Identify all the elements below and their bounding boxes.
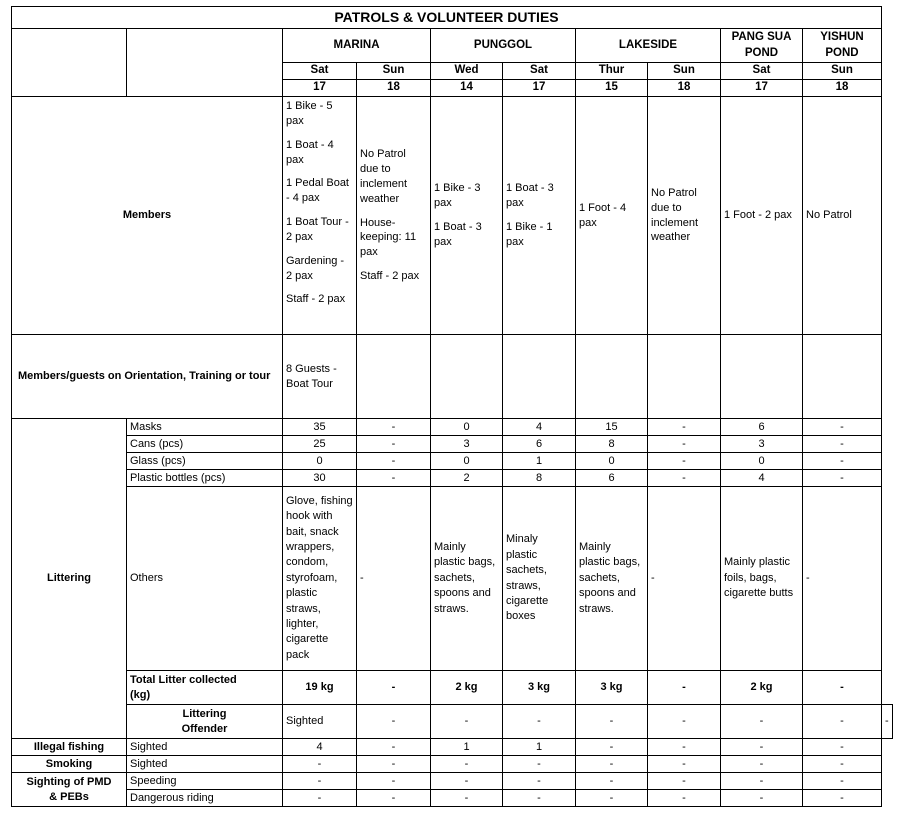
offender-value: - <box>357 705 431 739</box>
col-day: Wed <box>431 63 503 80</box>
col-date: 17 <box>283 80 357 97</box>
speeding-value: - <box>648 773 721 790</box>
dangerous-value: - <box>503 790 576 807</box>
offender-value: - <box>721 705 803 739</box>
masks-value: 4 <box>503 419 576 436</box>
row-label-littering: Littering <box>12 419 127 739</box>
masks-value: - <box>357 419 431 436</box>
col-day: Sun <box>803 63 882 80</box>
bottles-value: 30 <box>283 470 357 487</box>
glass-value: 0 <box>283 453 357 470</box>
list-item: 1 Bike - 3 pax <box>434 182 481 210</box>
total-value: 3 kg <box>576 671 648 705</box>
speeding-value: - <box>503 773 576 790</box>
glass-value: 0 <box>431 453 503 470</box>
header-blank-left <box>12 29 127 97</box>
cans-value: 25 <box>283 436 357 453</box>
glass-value: 0 <box>576 453 648 470</box>
orientation-empty <box>803 335 882 419</box>
col-day: Sat <box>503 63 576 80</box>
masks-value: 15 <box>576 419 648 436</box>
list-item: 1 Boat Tour - 2 pax <box>286 216 349 243</box>
total-value: 19 kg <box>283 671 357 705</box>
fishing-value: - <box>357 739 431 756</box>
bottles-value: 2 <box>431 470 503 487</box>
row-label-littering-offender <box>127 705 283 739</box>
orientation-empty <box>648 335 721 419</box>
sub-label-cans: Cans (pcs) <box>127 436 283 453</box>
bottles-value: 4 <box>721 470 803 487</box>
speeding-value: - <box>803 773 882 790</box>
smoking-value: - <box>721 756 803 773</box>
sub-label-sighted: Sighted <box>127 739 283 756</box>
others-punggol-sat: Minaly plastic sachets, straws, cigarette boxes <box>503 487 576 671</box>
dangerous-value: - <box>721 790 803 807</box>
glass-value: 0 <box>721 453 803 470</box>
total-label-line2: (kg) <box>130 688 151 701</box>
bottles-value: - <box>648 470 721 487</box>
row-label-orientation: Members/guests on Orientation, Training or tour <box>12 335 283 419</box>
smoking-value: - <box>803 756 882 773</box>
members-lakeside-thur: 1 Foot - 4 pax <box>576 97 648 335</box>
others-pangsua-sat: Mainly plastic foils, bags, cigarette butts <box>721 487 803 671</box>
dangerous-value: - <box>576 790 648 807</box>
cans-value: - <box>357 436 431 453</box>
fishing-value: - <box>721 739 803 756</box>
location-lakeside: LAKESIDE <box>576 29 721 63</box>
others-lakeside-sun: - <box>648 487 721 671</box>
sub-label-total <box>127 671 283 705</box>
cans-value: 3 <box>721 436 803 453</box>
speeding-value: - <box>576 773 648 790</box>
location-yishun-pond <box>803 29 882 63</box>
smoking-value: - <box>357 756 431 773</box>
speeding-value: - <box>431 773 503 790</box>
offender-value: - <box>882 705 893 739</box>
table-title: PATROLS & VOLUNTEER DUTIES <box>12 7 882 29</box>
others-punggol-wed: Mainly plastic bags, sachets, spoons and straws. <box>431 487 503 671</box>
sub-label-sighted: Sighted <box>283 705 357 739</box>
location-punggol: PUNGGOL <box>431 29 576 63</box>
fishing-value: 1 <box>503 739 576 756</box>
fishing-value: - <box>576 739 648 756</box>
dangerous-value: - <box>431 790 503 807</box>
col-date: 15 <box>576 80 648 97</box>
sub-label-masks: Masks <box>127 419 283 436</box>
list-item: 1 Bike - 5 pax <box>286 100 333 127</box>
bottles-value: 8 <box>503 470 576 487</box>
orientation-empty <box>721 335 803 419</box>
glass-value: 1 <box>503 453 576 470</box>
pmd-label-line1: Sighting of PMD <box>26 775 112 788</box>
total-value: - <box>648 671 721 705</box>
fishing-value: 1 <box>431 739 503 756</box>
sub-label-others: Others <box>127 487 283 671</box>
sub-label-dangerous-riding: Dangerous riding <box>127 790 283 807</box>
total-label-line1: Total Litter collected <box>130 673 237 686</box>
orientation-empty <box>431 335 503 419</box>
cans-value: 3 <box>431 436 503 453</box>
row-label-illegal-fishing: Illegal fishing <box>12 739 127 756</box>
masks-value: 6 <box>721 419 803 436</box>
smoking-value: - <box>503 756 576 773</box>
location-pang-sua-line1: PANG SUA <box>731 30 792 43</box>
members-marina-sun <box>357 97 431 335</box>
cans-value: 8 <box>576 436 648 453</box>
offender-value: - <box>503 705 576 739</box>
col-date: 17 <box>503 80 576 97</box>
smoking-value: - <box>648 756 721 773</box>
total-value: - <box>803 671 882 705</box>
location-marina: MARINA <box>283 29 431 63</box>
members-pangsua-sat: 1 Foot - 2 pax <box>721 97 803 335</box>
list-item: 1 Bike - 1 pax <box>506 221 553 248</box>
others-marina-sat: Glove, fishing hook with bait, snack wrappers, condom, styrofoam, plastic straws, lighter, cigarette pack <box>283 487 357 671</box>
col-day: Sun <box>357 63 431 80</box>
members-marina-sat <box>283 97 357 335</box>
fishing-value: 4 <box>283 739 357 756</box>
orientation-empty <box>576 335 648 419</box>
speeding-value: - <box>283 773 357 790</box>
col-day: Sat <box>721 63 803 80</box>
list-item: Gardening - 2 pax <box>286 254 345 282</box>
list-item: 1 Boat - 3 pax <box>506 182 554 210</box>
others-lakeside-thur: Mainly plastic bags, sachets, spoons and straws. <box>576 487 648 671</box>
offender-value: - <box>576 705 648 739</box>
location-pang-sua-line2: POND <box>744 46 779 59</box>
bottles-value: - <box>357 470 431 487</box>
members-lakeside-sun: No Patrol due to inclement weather <box>648 97 721 335</box>
sub-label-glass: Glass (pcs) <box>127 453 283 470</box>
total-value: - <box>357 671 431 705</box>
others-yishun-sun: - <box>803 487 882 671</box>
bottles-value: 6 <box>576 470 648 487</box>
patrol-duty-table <box>11 6 893 807</box>
members-punggol-wed <box>431 97 503 335</box>
list-item: Staff - 2 pax <box>286 293 346 306</box>
fishing-value: - <box>648 739 721 756</box>
members-punggol-sat <box>503 97 576 335</box>
total-value: 2 kg <box>721 671 803 705</box>
offender-value: - <box>803 705 882 739</box>
offender-value: - <box>431 705 503 739</box>
row-label-pmd-pebs <box>12 773 127 807</box>
pmd-label-line2: & PEBs <box>49 790 89 803</box>
glass-value: - <box>357 453 431 470</box>
others-marina-sun: - <box>357 487 431 671</box>
location-yishun-line1: YISHUN <box>820 30 864 43</box>
orientation-empty <box>357 335 431 419</box>
offender-value: - <box>648 705 721 739</box>
glass-value: - <box>648 453 721 470</box>
offender-label-line1: Littering <box>182 707 227 720</box>
cans-value: - <box>803 436 882 453</box>
smoking-value: - <box>283 756 357 773</box>
masks-value: 0 <box>431 419 503 436</box>
list-item: 1 Boat - 3 pax <box>434 221 482 248</box>
list-item: 1 Boat - 4 pax <box>286 138 334 166</box>
cans-value: 6 <box>503 436 576 453</box>
list-item: Staff - 2 pax <box>360 270 420 283</box>
orientation-marina-sat: 8 Guests - Boat Tour <box>283 335 357 419</box>
fishing-value: - <box>803 739 882 756</box>
row-label-members: Members <box>12 97 283 335</box>
orientation-empty <box>503 335 576 419</box>
cans-value: - <box>648 436 721 453</box>
smoking-value: - <box>431 756 503 773</box>
speeding-value: - <box>357 773 431 790</box>
list-item: No Patrol due to inclement weather <box>360 148 408 205</box>
sub-label-sighted: Sighted <box>127 756 283 773</box>
masks-value: 35 <box>283 419 357 436</box>
dangerous-value: - <box>357 790 431 807</box>
sub-label-speeding: Speeding <box>127 773 283 790</box>
masks-value: - <box>648 419 721 436</box>
offender-label-line2: Offender <box>181 722 228 735</box>
col-date: 17 <box>721 80 803 97</box>
total-value: 2 kg <box>431 671 503 705</box>
col-date: 18 <box>803 80 882 97</box>
dangerous-value: - <box>283 790 357 807</box>
smoking-value: - <box>576 756 648 773</box>
glass-value: - <box>803 453 882 470</box>
masks-value: - <box>803 419 882 436</box>
col-day: Sun <box>648 63 721 80</box>
header-blank-right <box>127 29 283 97</box>
dangerous-value: - <box>803 790 882 807</box>
members-yishun-sun: No Patrol <box>803 97 882 335</box>
list-item: 1 Pedal Boat - 4 pax <box>286 177 349 205</box>
col-date: 18 <box>648 80 721 97</box>
total-value: 3 kg <box>503 671 576 705</box>
dangerous-value: - <box>648 790 721 807</box>
col-date: 14 <box>431 80 503 97</box>
list-item: House-keeping: 11 pax <box>360 216 417 259</box>
sub-label-plastic-bottles: Plastic bottles (pcs) <box>127 470 283 487</box>
location-yishun-line2: POND <box>825 46 859 59</box>
row-label-smoking: Smoking <box>12 756 127 773</box>
speeding-value: - <box>721 773 803 790</box>
col-day: Sat <box>283 63 357 80</box>
bottles-value: - <box>803 470 882 487</box>
col-date: 18 <box>357 80 431 97</box>
location-pang-sua-pond <box>721 29 803 63</box>
col-day: Thur <box>576 63 648 80</box>
